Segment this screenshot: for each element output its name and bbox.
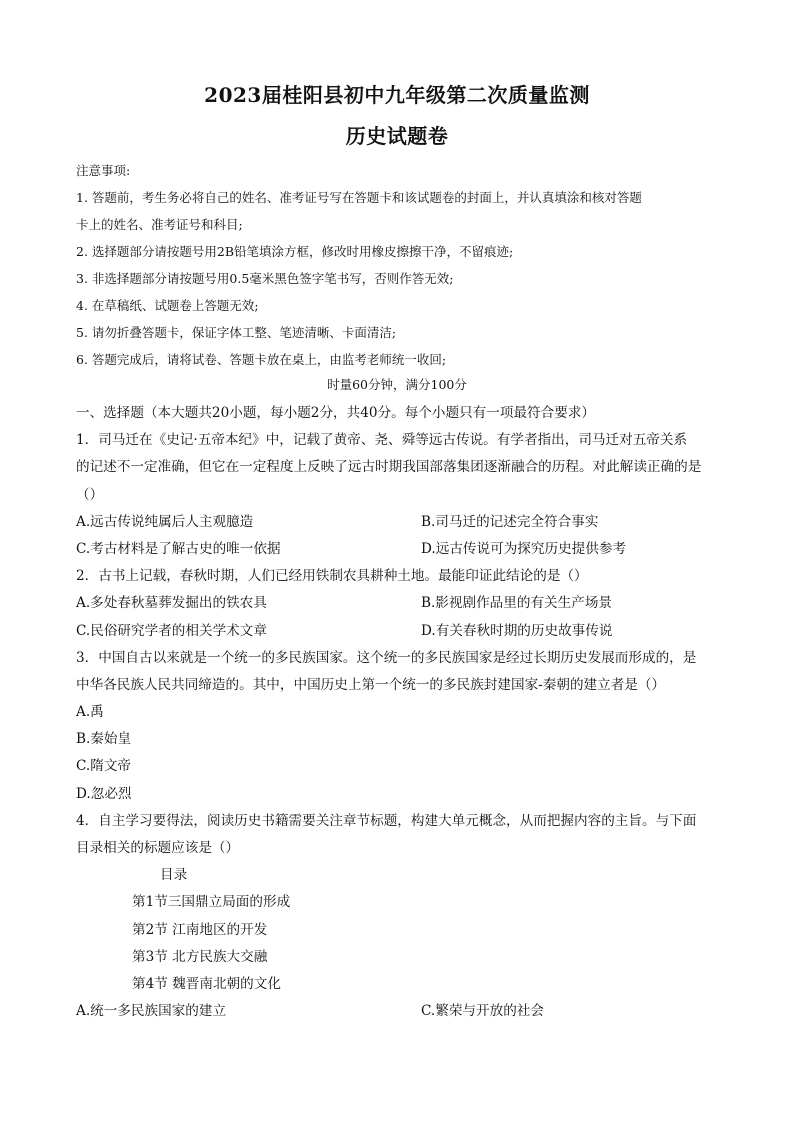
question-1-stem-line-1: 1．司马迁在《史记·五帝本纪》中，记载了黄帝、尧、舜等远古传说。有学者指出，司马迁对五帝关系 [76,432,688,449]
question-2-option-d[interactable]: D.有关春秋时期的历史故事传说 [421,622,613,639]
question-4-option-a[interactable]: A.统一多民族国家的建立 [76,1003,227,1020]
question-1-stem-line-3: （） [76,486,104,503]
question-1-option-b[interactable]: B.司马迁的记述完全符合事实 [421,513,599,530]
toc-item: 第2节 江南地区的开发 [132,921,268,938]
question-3-option-c[interactable]: C.隋文帝 [76,758,132,775]
question-3-option-a[interactable]: A.禹 [76,704,104,721]
note-item-1-line-2: 卡上的姓名、准考证号和科目; [76,217,243,232]
toc-item: 第1节三国鼎立局面的形成 [132,894,291,911]
question-1-option-a[interactable]: A.远古传说纯属后人主观臆造 [76,513,254,530]
question-2-options-row-2 [76,618,726,645]
question-1-options-row-2 [76,536,726,563]
question-3-option-d[interactable]: D.忽必烈 [76,785,132,802]
section-heading: 一、选择题（本大题共20小题，每小题2分，共40分。每个小题只有一项最符合要求） [76,405,596,421]
note-item-6: 6. 答题完成后，请将试卷、答题卡放在桌上，由监考老师统一收回; [76,352,447,367]
exam-subtitle: 历史试题卷 [345,124,449,148]
exam-title: 2023届桂阳县初中九年级第二次质量监测 [204,83,590,107]
note-item-5: 5. 请勿折叠答题卡，保证字体工整、笔迹清晰、卡面清洁; [76,325,397,340]
question-3-stem-line-1: 3．中国自古以来就是一个统一的多民族国家。这个统一的多民族国家是经过长期历史发展而形成的，是 [76,649,697,666]
question-4-options-row-1 [76,998,726,1025]
note-item-4: 4. 在草稿纸、试题卷上答题无效; [76,298,259,313]
question-2-option-c[interactable]: C.民俗研究学者的相关学术文章 [76,622,267,639]
question-2-stem: 2．古书上记载，春秋时期，人们已经用铁制农具耕种土地。最能印证此结论的是（） [76,568,588,585]
note-item-1-line-1: 1. 答题前，考生务必将自己的姓名、准考证号写在答题卡和该试题卷的封面上，并认真填涂和核对答题 [76,190,642,205]
question-4-option-c[interactable]: C.繁荣与开放的社会 [421,1003,544,1020]
toc-title: 目录 [160,867,188,884]
question-2-option-a[interactable]: A.多处春秋墓葬发掘出的铁农具 [76,595,267,612]
toc-item: 第4节 魏晋南北朝的文化 [132,975,281,992]
question-4-stem-line-2: 目录相关的标题应该是（） [76,840,240,856]
note-item-3: 3. 非选择题部分请按题号用0.5毫米黑色签字笔书写，否则作答无效; [76,271,454,286]
question-3-stem-line-2: 中华各民族人民共同缔造的。其中，中国历史上第一个统一的多民族封建国家-秦朝的建立者是（） [76,676,666,693]
question-2-option-b[interactable]: B.影视剧作品里的有关生产场景 [421,595,613,612]
questions-body [76,400,726,1025]
question-4-stem-line-1: 4．自主学习要得法，阅读历史书籍需要关注章节标题，构建大单元概念，从而把握内容的主旨。与下面 [76,812,697,829]
question-1-options-row-1 [76,509,726,536]
notes-heading: 注意事项: [76,163,131,178]
question-2-options-row-1 [76,590,726,617]
notes-section [76,157,726,373]
time-info: 时量60分钟，满分100分 [327,377,467,392]
note-item-2: 2. 选择题部分请按题号用2B铅笔填涂方框，修改时用橡皮擦擦干净，不留痕迹; [76,244,514,259]
question-1-stem-line-2: 的记述不一定准确，但它在一定程度上反映了远古时期我国部落集团逐渐融合的历程。对此解读正确的是 [76,459,702,476]
toc-item: 第3节 北方民族大交融 [132,948,268,965]
question-3-option-b[interactable]: B.秦始皇 [76,731,132,748]
question-1-option-d[interactable]: D.远古传说可为探究历史提供参考 [421,540,627,557]
question-1-option-c[interactable]: C.考古材料是了解古史的唯一依据 [76,540,281,557]
